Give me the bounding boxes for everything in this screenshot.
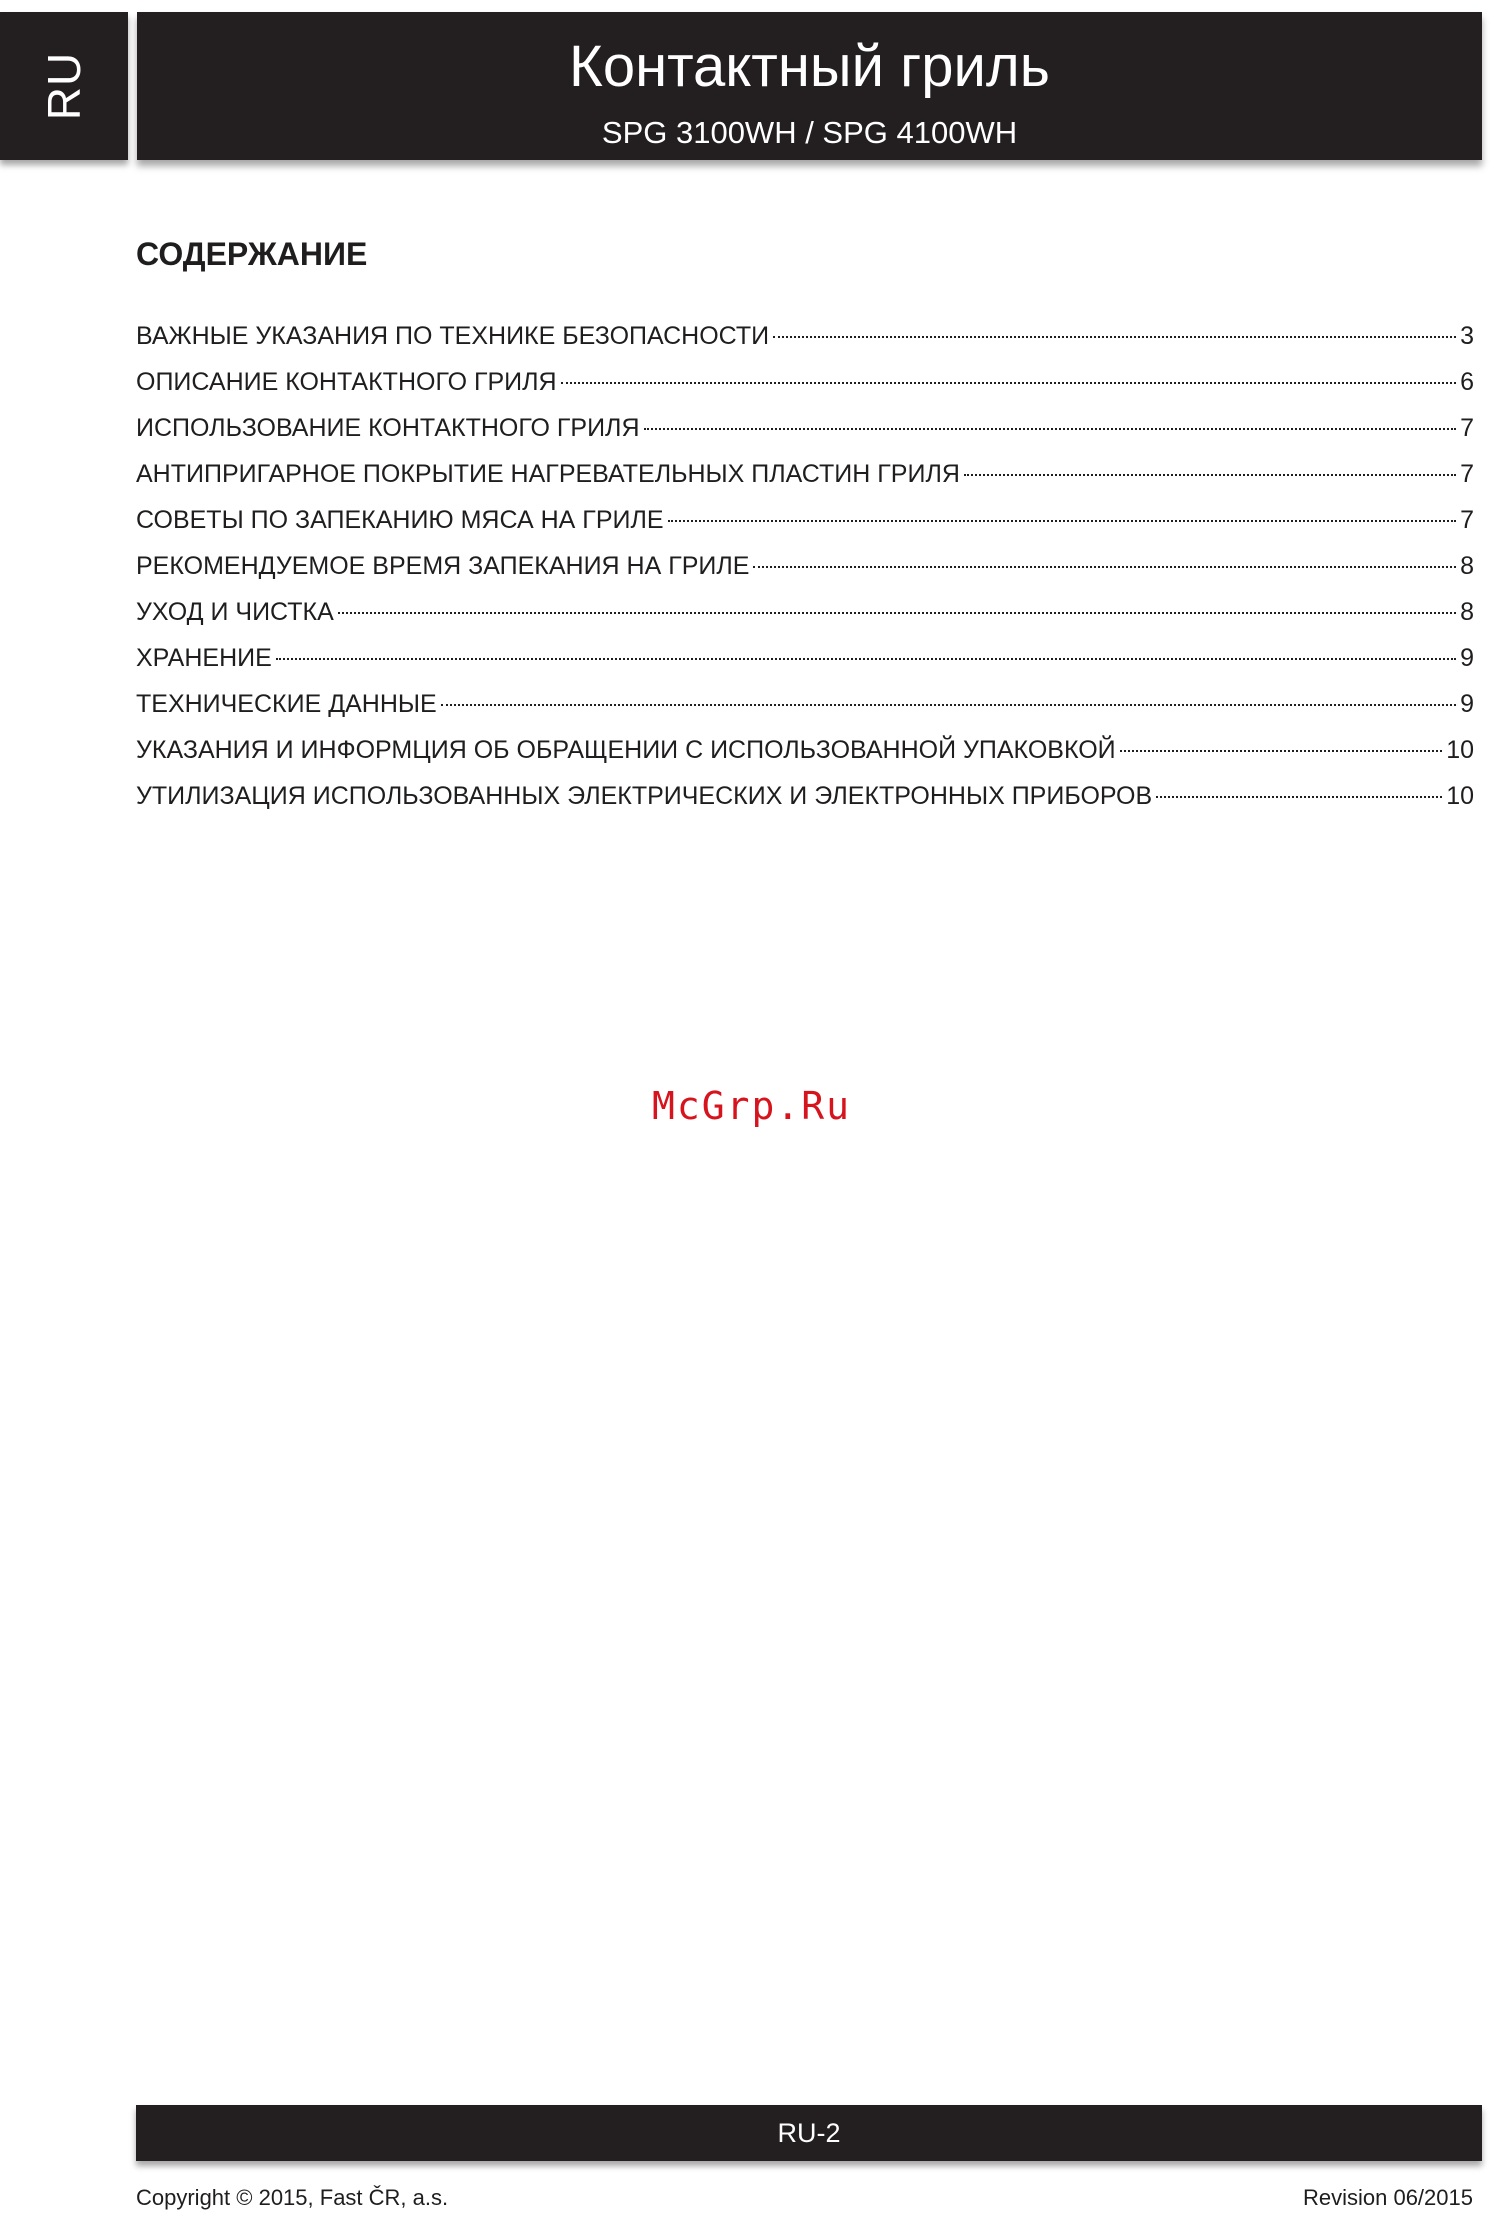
toc-entry-label: ОПИСАНИЕ КОНТАКТНОГО ГРИЛЯ xyxy=(136,368,557,396)
toc-entry[interactable] xyxy=(136,364,1474,410)
toc-entry-page: 8 xyxy=(1460,598,1474,626)
toc-entry[interactable] xyxy=(136,318,1474,364)
toc-entry[interactable] xyxy=(136,548,1474,594)
toc-entry[interactable] xyxy=(136,410,1474,456)
toc-leader xyxy=(644,428,1457,430)
toc-entry[interactable] xyxy=(136,778,1474,824)
toc-entry-page: 7 xyxy=(1460,414,1474,442)
toc-entry-label: УТИЛИЗАЦИЯ ИСПОЛЬЗОВАННЫХ ЭЛЕКТРИЧЕСКИХ И ЭЛЕКТРОННЫХ ПРИБОРОВ xyxy=(136,782,1153,810)
toc-leader xyxy=(753,566,1456,568)
toc-entry-label: ТЕХНИЧЕСКИЕ ДАННЫЕ xyxy=(136,690,437,718)
toc-entry-label: УКАЗАНИЯ И ИНФОРМЦИЯ ОБ ОБРАЩЕНИИ С ИСПОЛЬЗОВАННОЙ УПАКОВКОЙ xyxy=(136,736,1116,764)
toc-entry-page: 10 xyxy=(1446,782,1474,810)
model-subtitle: SPG 3100WH / SPG 4100WH xyxy=(601,115,1018,150)
toc-entry-page: 8 xyxy=(1460,552,1474,580)
table-of-contents xyxy=(136,318,1474,824)
toc-entry-page: 9 xyxy=(1460,644,1474,672)
toc-entry-page: 6 xyxy=(1460,368,1474,396)
toc-leader xyxy=(964,474,1456,476)
toc-entry-label: АНТИПРИГАРНОЕ ПОКРЫТИЕ НАГРЕВАТЕЛЬНЫХ ПЛАСТИН ГРИЛЯ xyxy=(136,460,960,488)
toc-entry-page: 7 xyxy=(1460,460,1474,488)
toc-entry-label: ХРАНЕНИЕ xyxy=(136,644,272,672)
toc-heading: СОДЕРЖАНИЕ xyxy=(136,236,368,272)
toc-leader xyxy=(276,658,1456,660)
title-bar xyxy=(137,12,1482,160)
toc-entry-page: 7 xyxy=(1460,506,1474,534)
document-title: Контактный гриль xyxy=(569,34,1050,99)
toc-entry[interactable] xyxy=(136,456,1474,502)
page-number-bar xyxy=(136,2105,1482,2161)
toc-leader xyxy=(668,520,1457,522)
toc-leader xyxy=(561,382,1456,384)
language-tab xyxy=(0,12,128,160)
toc-leader xyxy=(1156,796,1442,798)
toc-entry-label: ВАЖНЫЕ УКАЗАНИЯ ПО ТЕХНИКЕ БЕЗОПАСНОСТИ xyxy=(136,322,770,350)
watermark: McGrp.Ru xyxy=(651,1084,852,1128)
toc-entry[interactable] xyxy=(136,502,1474,548)
toc-entry[interactable] xyxy=(136,640,1474,686)
copyright: Copyright © 2015, Fast ČR, a.s. xyxy=(136,2185,449,2210)
toc-entry-page: 10 xyxy=(1446,736,1474,764)
toc-entry-page: 9 xyxy=(1460,690,1474,718)
revision: Revision 06/2015 xyxy=(1302,2185,1473,2210)
toc-leader xyxy=(441,704,1456,706)
toc-entry[interactable] xyxy=(136,686,1474,732)
toc-entry[interactable] xyxy=(136,732,1474,778)
page-number: RU-2 xyxy=(777,2118,841,2148)
toc-leader xyxy=(338,612,1456,614)
toc-entry-label: УХОД И ЧИСТКА xyxy=(136,598,334,626)
toc-leader xyxy=(773,336,1456,338)
language-tab-label: RU xyxy=(38,51,90,121)
toc-entry-label: ИСПОЛЬЗОВАНИЕ КОНТАКТНОГО ГРИЛЯ xyxy=(136,414,640,442)
toc-entry-label: РЕКОМЕНДУЕМОЕ ВРЕМЯ ЗАПЕКАНИЯ НА ГРИЛЕ xyxy=(136,552,750,580)
toc-entry[interactable] xyxy=(136,594,1474,640)
toc-leader xyxy=(1120,750,1443,752)
toc-entry-page: 3 xyxy=(1460,322,1474,350)
toc-entry-label: СОВЕТЫ ПО ЗАПЕКАНИЮ МЯСА НА ГРИЛЕ xyxy=(136,506,664,534)
